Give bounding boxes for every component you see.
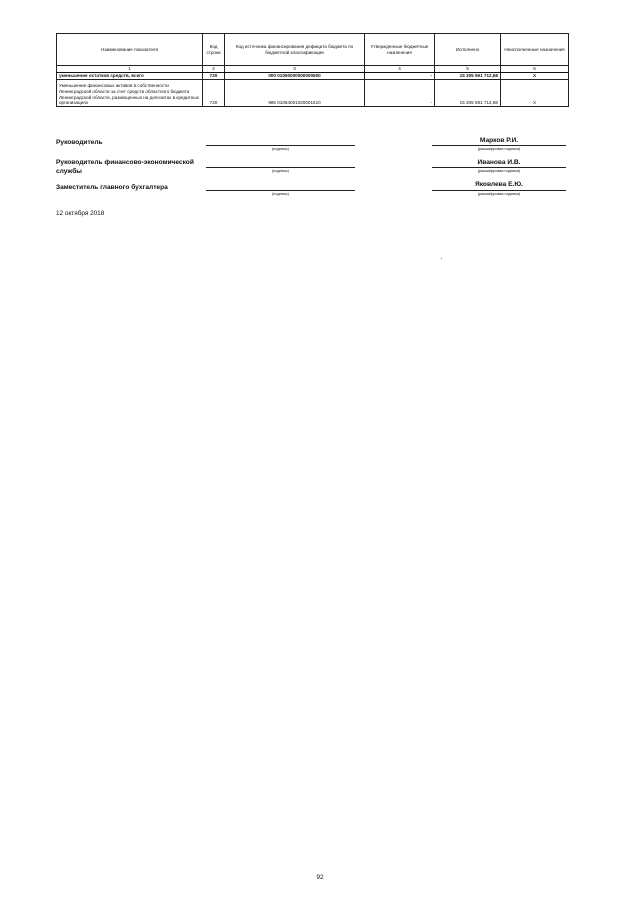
row-source-code: 985 01064001020001610 bbox=[225, 80, 365, 107]
row-approved: - bbox=[365, 80, 435, 107]
row-executed: 15 305 591 712,68 bbox=[435, 73, 501, 80]
table-row bbox=[57, 80, 569, 107]
row-approved: - bbox=[365, 73, 435, 80]
row-unexecuted: X bbox=[501, 73, 569, 80]
name-caption: (расшифровка подписи) bbox=[477, 147, 521, 151]
row-code: 720 bbox=[203, 80, 225, 107]
page-number: 92 bbox=[316, 874, 324, 881]
signature-name: Иванова И.В. bbox=[477, 159, 521, 166]
header-source-code: Код источника финансирования дефицита бюджета по бюджетной классификации bbox=[225, 34, 365, 66]
document-date: 12 октября 2018 bbox=[56, 210, 105, 217]
name-line bbox=[432, 145, 566, 146]
signature-label-finance: Руководитель финансово-экономической службы bbox=[56, 159, 194, 175]
signature-line bbox=[206, 145, 355, 146]
column-number: 2 bbox=[203, 66, 225, 73]
table-row bbox=[57, 73, 569, 80]
row-unexecuted: X bbox=[501, 80, 569, 107]
row-name: уменьшение остатков средств, всего bbox=[57, 73, 203, 80]
row-name: Уменьшение финансовых активов в собственности Ленинградской области за счет средств областного бюджета Ленинградской области, размещенных на депозитах в кредитных организациях bbox=[57, 80, 203, 107]
table-header-row bbox=[57, 34, 569, 66]
signature-name: Марков Р.И. bbox=[479, 137, 519, 144]
column-number-row bbox=[57, 66, 569, 73]
signature-label-head: Руководитель bbox=[56, 139, 103, 146]
header-line-code: Код строки bbox=[203, 34, 225, 66]
name-caption: (расшифровка подписи) bbox=[477, 192, 521, 196]
name-caption: (расшифровка подписи) bbox=[477, 169, 521, 173]
column-number: 3 bbox=[225, 66, 365, 73]
column-number: 6 bbox=[501, 66, 569, 73]
signature-name: Яковлева Е.Ю. bbox=[474, 181, 524, 188]
financing-sources-table bbox=[56, 33, 569, 107]
signature-line bbox=[206, 167, 355, 168]
scan-speck bbox=[441, 258, 442, 259]
row-executed: 15 305 591 712,68 bbox=[435, 80, 501, 107]
signature-line bbox=[206, 190, 355, 191]
signature-caption: (подпись) bbox=[272, 147, 289, 151]
row-code: 720 bbox=[203, 73, 225, 80]
name-line bbox=[432, 167, 566, 168]
row-source-code: 000 01050000000000600 bbox=[225, 73, 365, 80]
header-unexecuted: Неисполненные назначения bbox=[501, 34, 569, 66]
header-approved: Утвержденные бюджетные назначения bbox=[365, 34, 435, 66]
column-number: 4 bbox=[365, 66, 435, 73]
column-number: 5 bbox=[435, 66, 501, 73]
signature-caption: (подпись) bbox=[272, 169, 289, 173]
header-executed: Исполнено bbox=[435, 34, 501, 66]
name-line bbox=[432, 190, 566, 191]
signature-caption: (подпись) bbox=[272, 192, 289, 196]
column-number: 1 bbox=[57, 66, 203, 73]
header-indicator-name: Наименование показателя bbox=[57, 34, 203, 66]
signature-label-deputy-accountant: Заместитель главного бухгалтера bbox=[56, 184, 168, 191]
